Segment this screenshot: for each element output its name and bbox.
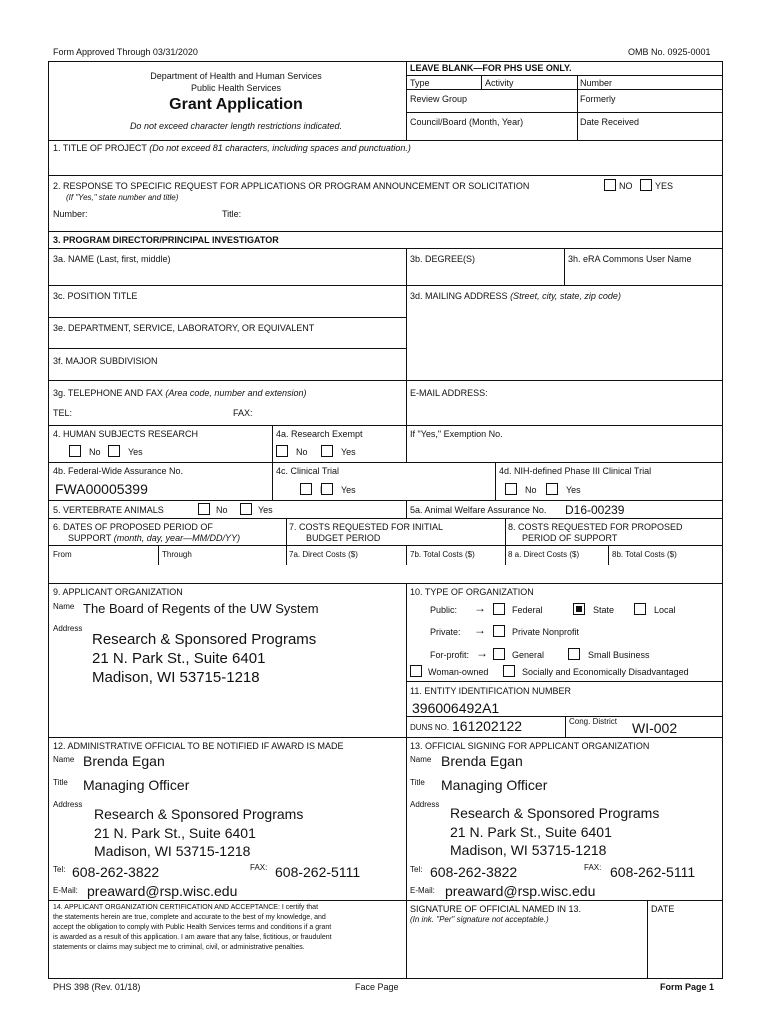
s11-cong-value[interactable]: WI-002 [632, 720, 678, 736]
s8-costs-label-2: PERIOD OF SUPPORT [522, 533, 618, 543]
s12-email-value[interactable]: preaward@rsp.wisc.edu [87, 883, 238, 899]
s5-vertebrate-label: 5. VERTEBRATE ANIMALS [53, 505, 164, 515]
activity-label: Activity [485, 78, 514, 88]
s14-cert-line-1: 14. APPLICANT ORGANIZATION CERTIFICATION AND ACCEPTANCE: I certify that [53, 904, 319, 911]
s10-private-label: Private: [430, 627, 461, 637]
s3a-name-label: 3a. NAME (Last, first, middle) [53, 254, 171, 264]
s2-number-label: Number: [53, 209, 88, 219]
s10-forprofit-arrow-icon: → [476, 646, 488, 660]
char-limit-note: Do not exceed character length restrictions indicated. [129, 121, 343, 131]
s4-human-no-label: No [89, 447, 101, 457]
s11-ein-value[interactable]: 396006492A1 [412, 700, 500, 716]
s12-admin-label: 12. ADMINISTRATIVE OFFICIAL TO BE NOTIFIED IF AWARD IS MADE [53, 741, 344, 751]
s12-title-value[interactable]: Managing Officer [83, 777, 190, 793]
s3f-major-label: 3f. MAJOR SUBDIVISION [53, 356, 158, 366]
s10-private-nonprofit-label: Private Nonprofit [512, 627, 580, 637]
s10-public-label: Public: [430, 605, 458, 615]
form-approved-text: Form Approved Through 03/31/2020 [53, 47, 198, 57]
s13-fax-value[interactable]: 608-262-5111 [610, 864, 696, 880]
s10-small-business-label: Small Business [588, 650, 650, 660]
s10-private-arrow-icon: → [474, 623, 486, 637]
s14-cert-line-5: statements or claims may subject me to criminal, civil, or administrative penalties. [53, 944, 305, 951]
s11-duns-value[interactable]: 161202122 [452, 718, 523, 734]
s13-address-line-3[interactable]: Madison, WI 53715-1218 [450, 842, 607, 858]
s10-local-checkbox[interactable] [634, 603, 646, 615]
s4c-yes-checkbox[interactable] [321, 483, 333, 495]
s3g-phone-label: 3g. TELEPHONE AND FAX (Area code, number and extension) [53, 388, 307, 398]
s14-cert-line-2: the statements herein are true, complete and accurate to the best of my knowledge, and [53, 914, 326, 921]
s12-email-label: E-Mail: [53, 886, 78, 895]
s10-local-label: Local [654, 605, 676, 615]
s12-address-label: Address [53, 800, 83, 809]
s10-state-label: State [593, 605, 615, 615]
s3-tel-label: TEL: [53, 408, 73, 418]
s4a-yes-checkbox[interactable] [321, 445, 333, 457]
s4c-no-checkbox[interactable] [300, 483, 312, 495]
s6-from-label: From [53, 550, 72, 559]
s10-disadvantaged-label: Socially and Economically Disadvantaged [522, 667, 689, 677]
s4d-yes-label: Yes [566, 485, 581, 495]
s13-tel-label: Tel: [410, 865, 423, 874]
s3b-degree-label: 3b. DEGREE(S) [410, 254, 476, 264]
s5a-welfare-label: 5a. Animal Welfare Assurance No. [410, 505, 547, 515]
s10-forprofit-label: For-profit: [430, 650, 470, 660]
s8-costs-label-1: 8. COSTS REQUESTED FOR PROPOSED [508, 522, 683, 532]
s13-name-label: Name [410, 755, 432, 764]
s10-state-checkbox[interactable] [573, 603, 585, 615]
date-field[interactable] [651, 918, 719, 974]
s2-no-label: NO [619, 181, 633, 191]
s4c-clinical-label: 4c. Clinical Trial [276, 466, 340, 476]
s4d-no-checkbox[interactable] [505, 483, 517, 495]
signature-field[interactable] [410, 928, 642, 974]
s8a-direct-label: 8 a. Direct Costs ($) [508, 550, 580, 559]
s10-disadvantaged-checkbox[interactable] [503, 665, 515, 677]
s3-heading: 3. PROGRAM DIRECTOR/PRINCIPAL INVESTIGATOR [53, 235, 279, 245]
s5a-welfare-value[interactable]: D16-00239 [565, 503, 625, 517]
s4b-fwa-label: 4b. Federal-Wide Assurance No. [53, 466, 184, 476]
s12-tel-label: Tel: [53, 865, 66, 874]
s13-tel-value[interactable]: 608-262-3822 [430, 864, 518, 880]
s12-tel-value[interactable]: 608-262-3822 [72, 864, 160, 880]
s10-private-nonprofit-checkbox[interactable] [493, 625, 505, 637]
date-received-label: Date Received [580, 117, 640, 127]
s12-fax-label: FAX: [250, 863, 268, 872]
footer-form-page: Form Page 1 [660, 982, 715, 992]
s10-federal-label: Federal [512, 605, 543, 615]
s9-address-line-3[interactable]: Madison, WI 53715-1218 [92, 669, 260, 686]
s4-human-no-checkbox[interactable] [69, 445, 81, 457]
s13-email-label: E-Mail: [410, 886, 435, 895]
s13-email-value[interactable]: preaward@rsp.wisc.edu [445, 883, 596, 899]
s6-dates-label-1: 6. DATES OF PROPOSED PERIOD OF [53, 522, 213, 532]
omb-number: OMB No. 0925-0001 [628, 47, 711, 57]
s13-address-label: Address [410, 800, 440, 809]
s9-address-line-2[interactable]: 21 N. Park St., Suite 6401 [92, 650, 266, 667]
s6-dates-label-2: SUPPORT (month, day, year—MM/DD/YY) [68, 533, 241, 543]
s5-yes-checkbox[interactable] [240, 503, 252, 515]
s3-fax-label: FAX: [233, 408, 253, 418]
s13-signing-label: 13. OFFICIAL SIGNING FOR APPLICANT ORGANIZATION [410, 741, 650, 751]
s12-name-label: Name [53, 755, 75, 764]
s12-address-line-1[interactable]: Research & Sponsored Programs [94, 806, 304, 822]
s2-note: (If "Yes," state number and title) [66, 193, 179, 202]
signature-note: (In ink. "Per" signature not acceptable.) [410, 915, 549, 924]
s2-response-label: 2. RESPONSE TO SPECIFIC REQUEST FOR APPLICATIONS OR PROGRAM ANNOUNCEMENT OR SOLICITATION [53, 181, 530, 191]
s13-name-value[interactable]: Brenda Egan [441, 753, 523, 769]
s9-name-value[interactable]: The Board of Regents of the UW System [83, 601, 319, 616]
s4a-no-checkbox[interactable] [276, 445, 288, 457]
leave-blank-label: LEAVE BLANK—FOR PHS USE ONLY. [410, 63, 572, 73]
date-label: DATE [651, 904, 675, 914]
review-group-label: Review Group [410, 94, 468, 104]
s11-entity-label: 11. ENTITY IDENTIFICATION NUMBER [410, 686, 572, 696]
s11-cong-label: Cong. District [569, 717, 618, 726]
s10-general-label: General [512, 650, 545, 660]
s2-yes-label: YES [655, 181, 674, 191]
s4-exemption-no-label: If "Yes," Exemption No. [410, 429, 503, 439]
s10-general-checkbox[interactable] [493, 648, 505, 660]
number-label: Number [580, 78, 613, 88]
form-title: Grant Application [169, 96, 303, 113]
s14-cert-line-3: accept the obligation to comply with Public Health Services terms and conditions if a grant [53, 924, 332, 931]
dept-line-1: Department of Health and Human Services [150, 71, 322, 81]
s5-yes-label: Yes [258, 505, 273, 515]
s4-human-yes-label: Yes [128, 447, 143, 457]
s10-federal-checkbox[interactable] [493, 603, 505, 615]
formerly-label: Formerly [580, 94, 616, 104]
s14-cert-line-4: is awarded as a result of this application. I am aware that any false, fictitious, or fraudulent [53, 934, 332, 941]
s7b-total-label: 7b. Total Costs ($) [410, 550, 475, 559]
signature-label: SIGNATURE OF OFFICIAL NAMED IN 13. [410, 904, 582, 914]
s4d-nih-phase-label: 4d. NIH-defined Phase III Clinical Trial [499, 466, 652, 476]
s3e-department-label: 3e. DEPARTMENT, SERVICE, LABORATORY, OR EQUIVALENT [53, 323, 315, 333]
s13-address-line-1[interactable]: Research & Sponsored Programs [450, 805, 660, 821]
s2-title-label: Title: [222, 209, 242, 219]
s6-through-label: Through [162, 550, 192, 559]
footer-revision: PHS 398 (Rev. 01/18) [53, 982, 141, 992]
s5-no-checkbox[interactable] [198, 503, 210, 515]
s10-woman-owned-checkbox[interactable] [410, 665, 422, 677]
s10-public-arrow-icon: → [474, 601, 486, 615]
s9-address-line-1[interactable]: Research & Sponsored Programs [92, 631, 317, 648]
s13-address-line-2[interactable]: 21 N. Park St., Suite 6401 [450, 824, 612, 840]
s4c-yes-label: Yes [341, 485, 356, 495]
footer-face-page: Face Page [355, 982, 399, 992]
s4d-yes-checkbox[interactable] [546, 483, 558, 495]
type-label: Type [410, 78, 430, 88]
s7-costs-label-2: BUDGET PERIOD [306, 533, 381, 543]
s4-human-yes-checkbox[interactable] [108, 445, 120, 457]
s3-email-label: E-MAIL ADDRESS: [410, 388, 488, 398]
s10-woman-owned-label: Woman-owned [428, 667, 489, 677]
s4a-exempt-label: 4a. Research Exempt [276, 429, 363, 439]
s10-small-business-checkbox[interactable] [568, 648, 580, 660]
dept-line-2: Public Health Services [190, 83, 282, 93]
s12-name-value[interactable]: Brenda Egan [83, 753, 165, 769]
s9-address-label: Address [53, 624, 83, 633]
s12-address-line-3[interactable]: Madison, WI 53715-1218 [94, 843, 251, 859]
s2-no-checkbox[interactable] [604, 179, 616, 191]
s2-yes-checkbox[interactable] [640, 179, 652, 191]
s4b-fwa-value[interactable]: FWA00005399 [55, 481, 148, 497]
s3h-era-label: 3h. eRA Commons User Name [568, 254, 692, 264]
s9-name-label: Name [53, 602, 75, 611]
s11-duns-label: DUNS NO. [410, 723, 450, 732]
s3d-mailing-label: 3d. MAILING ADDRESS (Street, city, state, zip code) [410, 291, 621, 301]
s3c-position-label: 3c. POSITION TITLE [53, 291, 138, 301]
s5-no-label: No [216, 505, 228, 515]
s4d-no-label: No [525, 485, 537, 495]
s4a-yes-label: Yes [341, 447, 356, 457]
s4-human-subjects-label: 4. HUMAN SUBJECTS RESEARCH [53, 429, 199, 439]
s7-costs-label-1: 7. COSTS REQUESTED FOR INITIAL [289, 522, 444, 532]
s7a-direct-label: 7a. Direct Costs ($) [289, 550, 358, 559]
s13-title-value[interactable]: Managing Officer [441, 777, 548, 793]
s13-title-label: Title [410, 778, 425, 787]
s9-applicant-label: 9. APPLICANT ORGANIZATION [53, 587, 183, 597]
s4a-no-label: No [296, 447, 308, 457]
s1-title-of-project: 1. TITLE OF PROJECT (Do not exceed 81 characters, including spaces and punctuation.) [53, 143, 411, 153]
s10-type-label: 10. TYPE OF ORGANIZATION [410, 587, 534, 597]
s12-fax-value[interactable]: 608-262-5111 [275, 864, 361, 880]
s13-fax-label: FAX: [584, 863, 602, 872]
council-board-label: Council/Board (Month, Year) [410, 117, 524, 127]
s12-address-line-2[interactable]: 21 N. Park St., Suite 6401 [94, 825, 256, 841]
s8b-total-label: 8b. Total Costs ($) [612, 550, 677, 559]
s12-title-label: Title [53, 778, 68, 787]
